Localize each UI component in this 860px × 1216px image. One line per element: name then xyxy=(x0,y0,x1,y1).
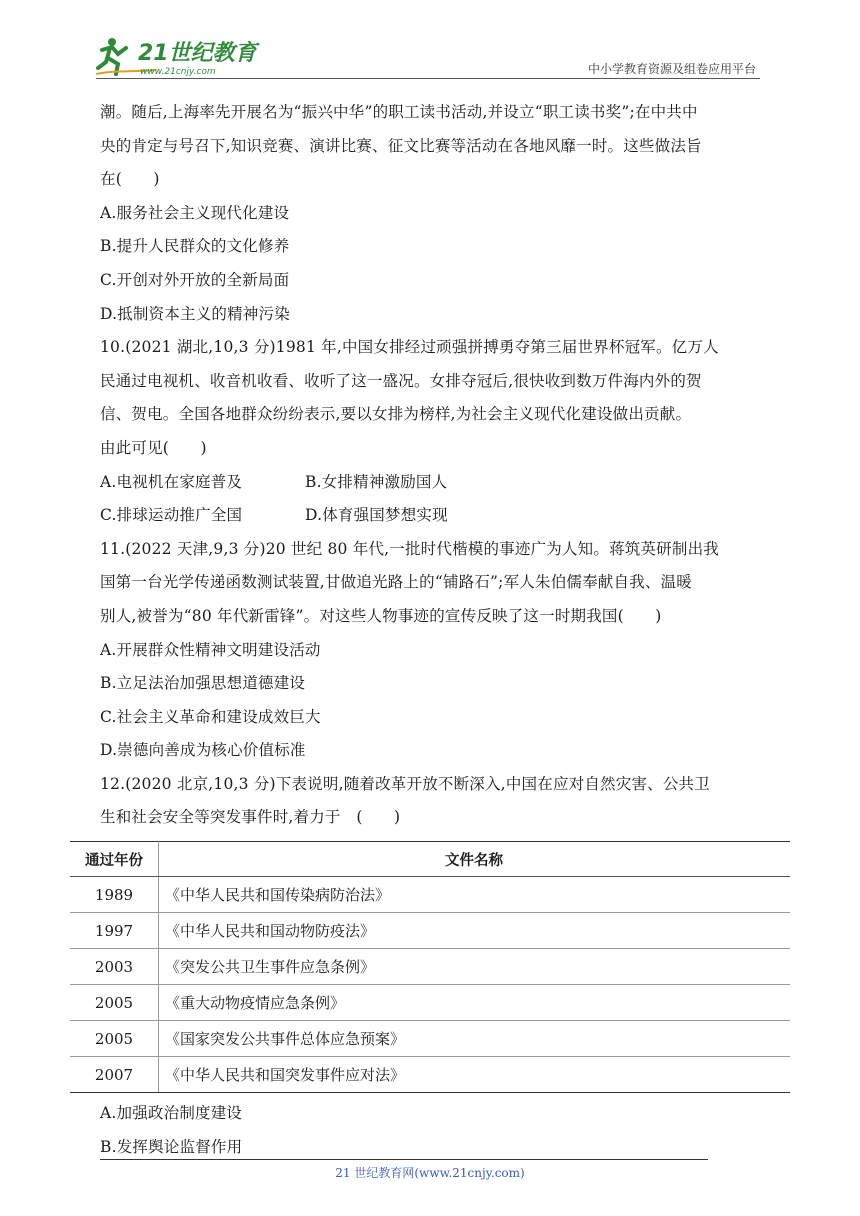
option-b: B.提升人民群众的文化修养 xyxy=(100,237,290,256)
table-cell-document: 《国家突发公共事件总体应急预案》 xyxy=(159,1021,791,1057)
table-cell-year: 2005 xyxy=(70,1021,159,1057)
option-c: C.社会主义革命和建设成效巨大 xyxy=(100,707,321,726)
table-row xyxy=(70,877,790,913)
question-text-line: 由此可见( ) xyxy=(100,438,207,457)
question-12 xyxy=(85,768,762,1164)
table-cell-document: 《中华人民共和国传染病防治法》 xyxy=(159,877,791,913)
option-row xyxy=(100,466,762,500)
table-cell-document: 《中华人民共和国动物防疫法》 xyxy=(159,913,791,949)
site-logo xyxy=(96,34,266,78)
option-row xyxy=(100,499,762,533)
column-header-document: 文件名称 xyxy=(159,842,791,877)
option-b: B.女排精神激励国人 xyxy=(305,472,448,491)
runner-logo-icon xyxy=(96,34,266,78)
question-text-line: 潮。随后,上海率先开展名为“振兴中华”的职工读书活动,并设立“职工读书奖”;在中共中 xyxy=(100,103,698,121)
table-cell-year: 1997 xyxy=(70,913,159,949)
question-text-line: 12.(2020 北京,10,3 分)下表说明,随着改革开放不断深入,中国在应对自然灾害、公共卫 xyxy=(100,774,710,793)
table-cell-year: 2003 xyxy=(70,949,159,985)
question-text-line: 别人,被誉为“80 年代新雷锋”。对这些人物事迹的宣传反映了这一时期我国( ) xyxy=(100,606,662,625)
svg-text:21世纪教育: 21世纪教育 xyxy=(138,41,257,66)
option-b: B.立足法治加强思想道德建设 xyxy=(100,674,306,693)
platform-name: 中小学教育资源及组卷应用平台 xyxy=(587,62,756,76)
table-cell-document: 《重大动物疫情应急条例》 xyxy=(159,985,791,1021)
option-d: D.崇德向善成为核心价值标准 xyxy=(100,741,306,760)
option-a: A.服务社会主义现代化建设 xyxy=(100,203,290,222)
table-header-row xyxy=(70,842,790,877)
table-row xyxy=(70,1021,790,1057)
option-a: A.加强政治制度建设 xyxy=(100,1104,243,1123)
column-header-year: 通过年份 xyxy=(70,842,159,877)
table-cell-year: 2007 xyxy=(70,1057,159,1093)
question-text-line: 10.(2021 湖北,10,3 分)1981 年,中国女排经过顽强拼搏勇夺第三届世界杯冠军。亿万人 xyxy=(100,338,719,357)
question-content xyxy=(85,96,762,1164)
question-10 xyxy=(100,331,762,533)
footer-divider xyxy=(100,1159,708,1160)
question-text-line: 生和社会安全等突发事件时,着力于 ( ) xyxy=(100,808,401,827)
question-text-line: 信、贺电。全国各地群众纷纷表示,要以女排为榜样,为社会主义现代化建设做出贡献。 xyxy=(100,405,692,424)
table-row xyxy=(70,913,790,949)
option-c: C.开创对外开放的全新局面 xyxy=(100,270,290,289)
table-cell-year: 2005 xyxy=(70,985,159,1021)
svg-text:www.21cnjy.com: www.21cnjy.com xyxy=(140,67,216,77)
header-divider xyxy=(96,78,760,79)
table-row xyxy=(70,1057,790,1093)
option-c: C.排球运动推广全国 xyxy=(100,506,243,525)
question-text-line: 民通过电视机、收音机收看、收听了这一盛况。女排夺冠后,很快收到数万件海内外的贺 xyxy=(100,371,702,390)
table-cell-document: 《突发公共卫生事件应急条例》 xyxy=(159,949,791,985)
question-text-line: 在( ) xyxy=(100,170,160,189)
page-header xyxy=(96,30,760,80)
table-cell-year: 1989 xyxy=(70,877,159,913)
question-text-line: 11.(2022 天津,9,3 分)20 世纪 80 年代,一批时代楷模的事迹广为人知。蒋筑英研制出我 xyxy=(100,539,719,558)
option-b: B.发挥舆论监督作用 xyxy=(100,1137,243,1156)
table-row xyxy=(70,985,790,1021)
page-footer[interactable]: 21 世纪教育网(www.21cnjy.com) xyxy=(335,1166,525,1180)
question-text-line: 央的肯定与号召下,知识竞赛、演讲比赛、征文比赛等活动在各地风靡一时。这些做法旨 xyxy=(100,136,702,155)
option-d: D.抵制资本主义的精神污染 xyxy=(100,304,290,323)
table-row xyxy=(70,949,790,985)
question-9-continued xyxy=(100,96,762,331)
option-a: A.电视机在家庭普及 xyxy=(100,472,243,491)
question-text-line: 国第一台光学传递函数测试装置,甘做追光路上的“铺路石”;军人朱伯儒奉献自我、温暖 xyxy=(100,573,692,592)
legislation-table xyxy=(70,841,790,1093)
option-a: A.开展群众性精神文明建设活动 xyxy=(100,640,321,659)
option-d: D.体育强国梦想实现 xyxy=(305,506,448,525)
table-cell-document: 《中华人民共和国突发事件应对法》 xyxy=(159,1057,791,1093)
question-11 xyxy=(100,533,762,768)
